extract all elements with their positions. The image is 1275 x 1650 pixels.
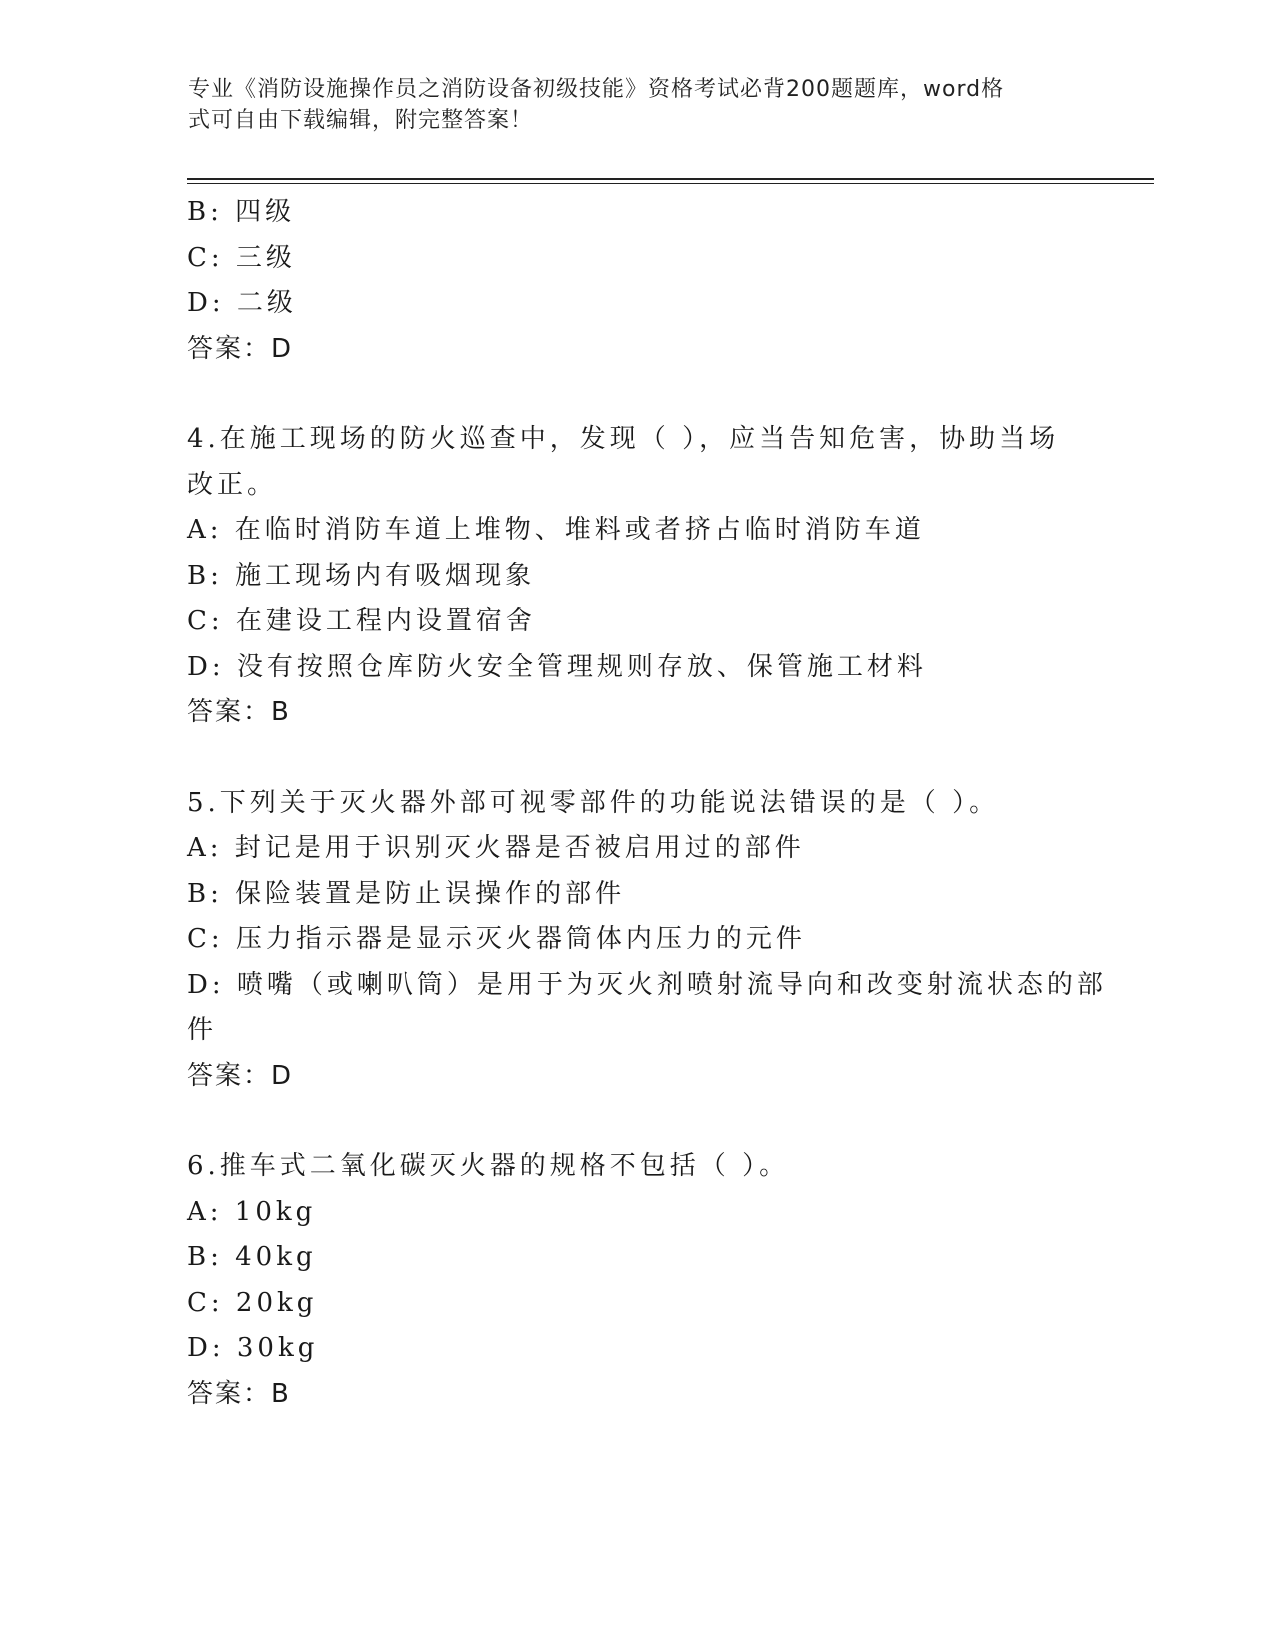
document-header bbox=[188, 74, 1068, 136]
question-6-block bbox=[187, 1144, 1087, 1417]
question-6-option-d: D: 30kg bbox=[187, 1333, 319, 1363]
header-rule-thin bbox=[187, 183, 1154, 184]
question-4-stem-line-2: 改正。 bbox=[187, 469, 278, 500]
question-4-option-a: A: 在临时消防车道上堆物、堆料或者挤占临时消防车道 bbox=[187, 515, 925, 545]
header-title-line-2: 式可自由下载编辑，附完整答案！ bbox=[188, 108, 534, 133]
question-3-answer: 答案：D bbox=[187, 333, 294, 364]
header-rule-thick bbox=[187, 178, 1154, 180]
question-5-answer: 答案：D bbox=[187, 1060, 294, 1091]
question-4-stem-line-1: 4.在施工现场的防火巡查中，发现（ ），应当告知危害，协助当场 bbox=[187, 424, 1060, 454]
question-3-option-c: C: 三级 bbox=[187, 242, 296, 273]
question-4-option-b: B: 施工现场内有吸烟现象 bbox=[187, 560, 536, 591]
question-4-option-c: C: 在建设工程内设置宿舍 bbox=[187, 606, 536, 636]
question-content bbox=[187, 190, 1107, 1417]
question-3-block bbox=[187, 190, 1087, 372]
question-4-block bbox=[187, 417, 1087, 736]
header-title-line-1: 专业《消防设施操作员之消防设备初级技能》资格考试必背200题题库，word格 bbox=[188, 77, 1005, 102]
question-6-option-c: C: 20kg bbox=[187, 1287, 318, 1318]
question-5-option-d-line-2: 件 bbox=[187, 1015, 218, 1045]
question-3-option-d: D: 二级 bbox=[187, 288, 297, 318]
question-4-answer: 答案：B bbox=[187, 697, 291, 727]
question-3-option-b: B: 四级 bbox=[187, 197, 296, 227]
question-6-option-b: B: 40kg bbox=[187, 1242, 317, 1272]
question-5-option-b: B: 保险装置是防止误操作的部件 bbox=[187, 878, 626, 909]
question-5-option-a: A: 封记是用于识别灭火器是否被启用过的部件 bbox=[187, 833, 805, 863]
question-5-block bbox=[187, 781, 1107, 1100]
question-5-option-d-line-1: D: 喷嘴（或喇叭筒）是用于为灭火剂喷射流导向和改变射流状态的部 bbox=[187, 969, 1107, 1000]
question-6-stem: 6.推车式二氧化碳灭火器的规格不包括（ ）。 bbox=[187, 1151, 790, 1181]
question-5-stem: 5.下列关于灭火器外部可视零部件的功能说法错误的是（ ）。 bbox=[187, 787, 1000, 818]
question-5-option-c: C: 压力指示器是显示灭火器筒体内压力的元件 bbox=[187, 924, 806, 954]
question-6-answer: 答案：B bbox=[187, 1378, 291, 1409]
question-6-option-a: A: 10kg bbox=[187, 1196, 317, 1227]
question-4-option-d: D: 没有按照仓库防火安全管理规则存放、保管施工材料 bbox=[187, 651, 927, 682]
